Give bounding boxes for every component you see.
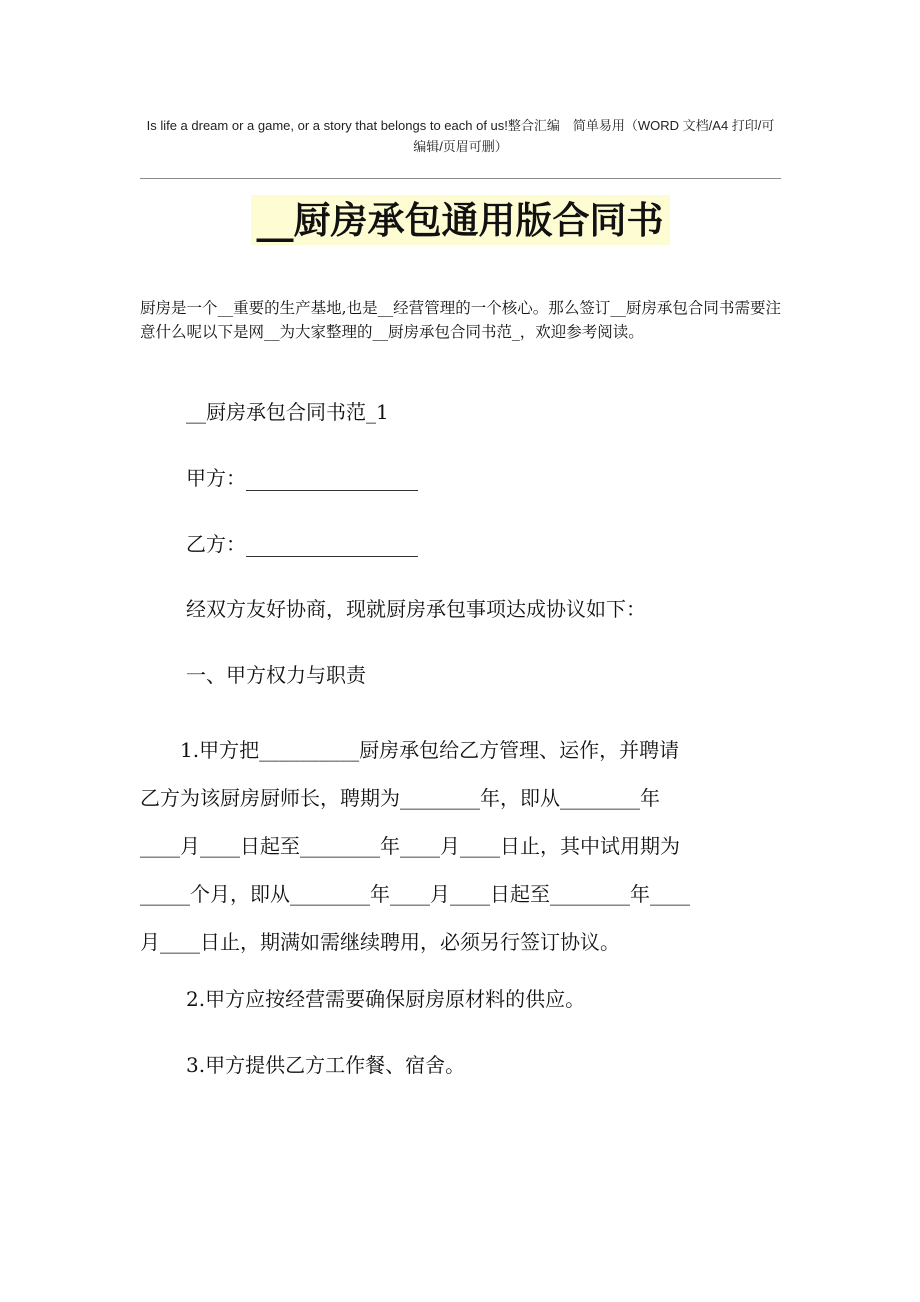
page-header-note [140, 115, 781, 157]
clause-1-line: ____月____日起至________年____月____日止，其中试用期为 [140, 834, 680, 858]
clause-1-line: 乙方为该厨房厨师长，聘期为________年，即从________年 [140, 786, 660, 810]
title-container [0, 195, 920, 245]
chapter-1-heading: 一、甲方权力与职责 [186, 663, 366, 687]
agreement-intro: 经双方友好协商，现就厨房承包事项达成协议如下： [186, 597, 646, 621]
header-divider [140, 178, 781, 179]
party-a-label: 甲方： [186, 466, 246, 490]
clause-1 [140, 726, 781, 966]
clause-2: 2.甲方应按经营需要确保厨房原材料的供应。 [186, 987, 586, 1011]
party-b-label: 乙方： [186, 532, 246, 556]
clause-3: 3.甲方提供乙方工作餐、宿舍。 [186, 1053, 466, 1077]
header-note-line-1: Is life a dream or a game, or a story that belongs to each of us!整合汇编 简单易用（WORD 文档/A4 打印/可 [146, 118, 775, 133]
party-b-row [140, 529, 827, 559]
header-note-line-2: 编辑/页眉可删） [413, 139, 508, 154]
party-b-blank [246, 536, 418, 557]
clause-1-line: 1.甲方把__________厨房承包给乙方管理、运作，并聘请 [140, 738, 680, 762]
intro-paragraph: 厨房是一个__重要的生产基地,也是__经营管理的一个核心。那么签订__厨房承包合同书需要注意什么呢以下是网__为大家整理的__厨房承包合同书范_，欢迎参考阅读。 [140, 299, 781, 341]
clause-1-line: 月____日止，期满如需继续聘用，必须另行签订协议。 [140, 930, 620, 954]
section-title: __厨房承包合同书范_1 [186, 400, 389, 424]
document-title: __厨房承包通用版合同书 [251, 195, 670, 245]
clause-1-line: _____个月，即从________年____月____日起至________年____ [140, 882, 690, 906]
party-a-row [140, 463, 827, 493]
party-a-blank [246, 470, 418, 491]
